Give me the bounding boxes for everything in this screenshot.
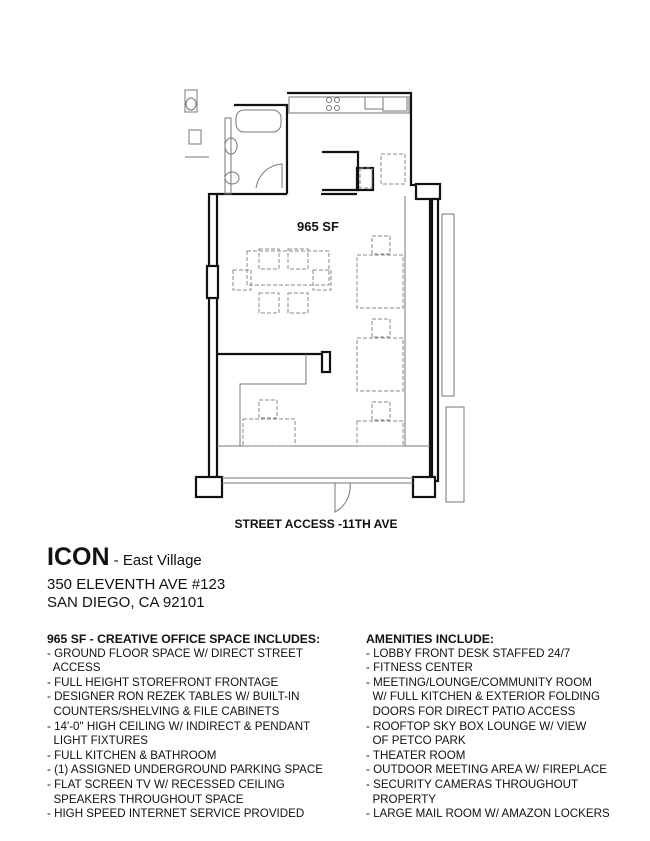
list-item: - ROOFTOP SKY BOX LOUNGE W/ VIEW OF PETCO PARK — [366, 719, 587, 748]
list-item: - FLAT SCREEN TV W/ RECESSED CEILING SPEAKERS THROUGHOUT SPACE — [47, 777, 285, 806]
address-line2: SAN DIEGO, CA 92101 — [47, 594, 205, 611]
list-item: - DESIGNER RON REZEK TABLES W/ BUILT-IN COUNTERS/SHELVING & FILE CABINETS — [47, 690, 300, 718]
furniture — [233, 154, 405, 446]
features-heading: 965 SF - CREATIVE OFFICE SPACE INCLUDES: — [47, 632, 321, 646]
list-item: - OUTDOOR MEETING AREA W/ FIREPLACE — [366, 763, 607, 777]
list-item: - MEETING/LOUNGE/COMMUNITY ROOM W/ FULL KITCHEN & EXTERIOR FOLDING DOORS FOR DIRECT PATIO ACCESS — [366, 675, 601, 718]
property-name: ICON — [47, 543, 110, 571]
address-line1: 350 ELEVENTH AVE #123 — [47, 576, 226, 593]
list-item: - HIGH SPEED INTERNET SERVICE PROVIDED — [47, 807, 305, 821]
list-item: - FULL HEIGHT STOREFRONT FRONTAGE — [47, 675, 279, 689]
area-label: 965 SF — [297, 219, 339, 234]
amenities-list — [366, 632, 610, 822]
list-item: - LARGE MAIL ROOM W/ AMAZON LOCKERS — [366, 807, 610, 821]
property-subtitle: - East Village — [109, 552, 202, 569]
fixtures — [185, 90, 464, 512]
amenities-heading: AMENITIES INCLUDE: — [366, 632, 494, 646]
list-item: - LOBBY FRONT DESK STAFFED 24/7 — [366, 646, 571, 660]
list-item: - 14'-0" HIGH CEILING W/ INDIRECT & PENDANT LIGHT FIXTURES — [47, 719, 311, 748]
list-item: - THEATER ROOM — [366, 748, 466, 762]
list-item: - SECURITY CAMERAS THROUGHOUT PROPERTY — [366, 777, 579, 806]
list-item: - GROUND FLOOR SPACE W/ DIRECT STREET ACCESS — [47, 646, 303, 675]
list-item: - (1) ASSIGNED UNDERGROUND PARKING SPACE — [47, 763, 323, 777]
list-item: - FULL KITCHEN & BATHROOM — [47, 748, 217, 762]
property-title — [47, 543, 202, 572]
list-item: - FITNESS CENTER — [366, 661, 473, 675]
features-list — [47, 632, 323, 822]
street-access-label: STREET ACCESS -11TH AVE — [234, 517, 398, 531]
